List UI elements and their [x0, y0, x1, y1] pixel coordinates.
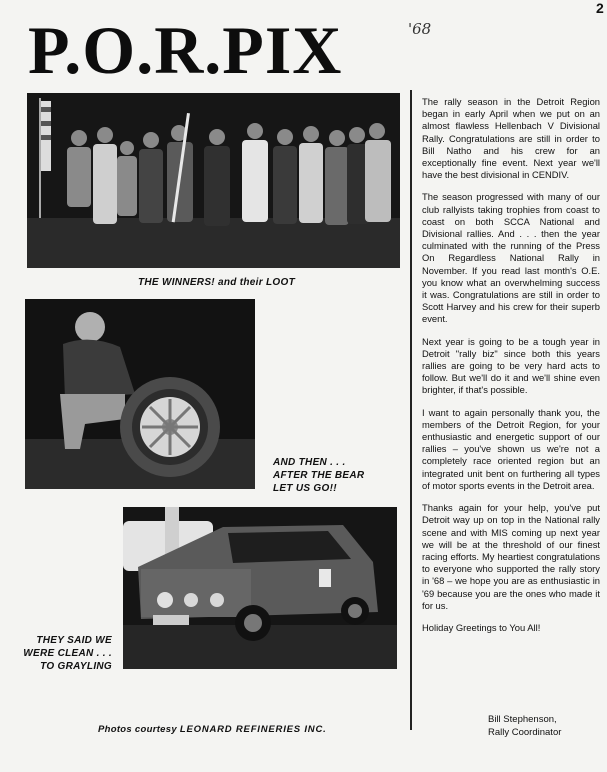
- tire-photo-image: [25, 299, 255, 489]
- article-paragraph-1: The rally season in the Detroit Region began in early April when we put on an almost flawless Hellenbach V Divisional Rally. Congratulations are still in order to Bill Natho and his crew for an exceptionally fine event. Next year we'll have the best divisional in CENDIV.: [422, 96, 600, 181]
- rally-car-photo-image: [123, 507, 397, 669]
- winners-photo: [27, 93, 400, 268]
- winners-caption: THE WINNERS! and their LOOT: [138, 277, 295, 288]
- signature-title: Rally Coordinator: [488, 726, 562, 738]
- article-paragraph-3: Next year is going to be a tough year in Detroit "rally biz" since both this years rallies are going to be very hard acts to follow. But we'll do it and we'll shine even brighter, if that's possible.: [422, 335, 600, 396]
- article-paragraph-2: The season progressed with many of our club rallyists taking trophies from coast to coast on both SCCA National and Divisional rallies. And . . . then the year culminated with the running of the Press On Regardless National Rally in November. If you read last month's O.E. you know what an overwhelming success it was. Congratulations are still in order to Scott Harvey and his crew for their superb event.: [422, 191, 600, 325]
- rally-car-caption: THEY SAID WE WERE CLEAN . . . TO GRAYLING: [23, 635, 112, 672]
- column-divider: [410, 90, 412, 730]
- rally-car-photo: [123, 507, 397, 669]
- article-paragraph-4: I want to again personally thank you, the members of the Detroit Region, for your enthusiastic and energetic support of our rallies – you've shown us we're not a completely race oriented region but an integrated unit bent on furthering all types of motor sports events in the Detroit area.: [422, 406, 600, 491]
- photo-credit: Photos courtesy LEONARD REFINERIES INC.: [98, 724, 327, 735]
- page-number: 2: [596, 0, 604, 16]
- signature-name: Bill Stephenson,: [488, 714, 557, 725]
- article-paragraph-5: Thanks again for your help, you've put Detroit way up on top in the National rally scene and with MIS coming up next year we will be at the threshold of our finest racing efforts. My heartiest congratulations to everyone who supported the rally story in '68 – we hope you are as enthusiastic in '69 because you are the ones who made it for us.: [422, 502, 600, 611]
- holiday-greeting: Holiday Greetings to You All!: [422, 621, 541, 633]
- tire-caption: AND THEN . . . AFTER THE BEAR LET US GO!!: [273, 457, 365, 494]
- article-column: [422, 96, 600, 644]
- tire-photo: [25, 299, 255, 489]
- masthead-title: P.O.R.PIX: [28, 12, 343, 88]
- winners-photo-image: [27, 93, 400, 268]
- handwritten-year: '68: [408, 20, 432, 38]
- signature: [488, 714, 561, 739]
